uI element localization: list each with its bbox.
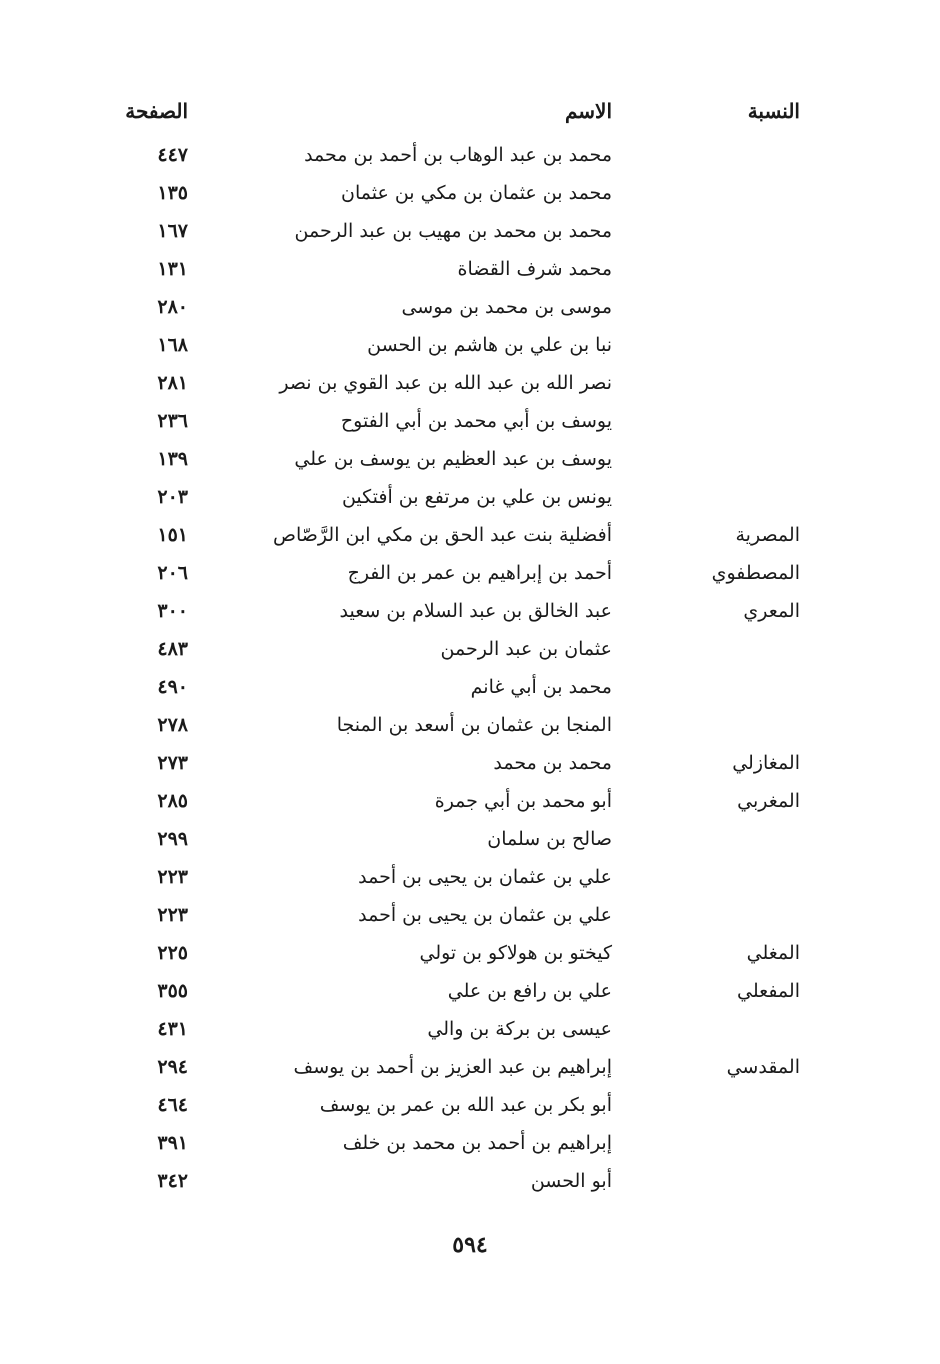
row-nisba bbox=[640, 896, 800, 934]
row-name: علي بن رافع بن علي bbox=[447, 980, 612, 1002]
row-name: محمد بن عثمان بن مكي بن عثمان bbox=[341, 182, 612, 204]
row-nisba bbox=[640, 402, 800, 440]
row-page: ٤٦٤ bbox=[157, 1094, 188, 1116]
table-row bbox=[0, 516, 940, 554]
row-page: ٣٠٠ bbox=[157, 600, 188, 622]
row-name: نبا بن علي بن هاشم بن الحسن bbox=[367, 334, 612, 356]
row-nisba: المغلي bbox=[746, 942, 800, 964]
row-nisba: المفعلي bbox=[737, 980, 800, 1002]
row-nisba bbox=[640, 668, 800, 706]
row-nisba: المقدسي bbox=[726, 1056, 800, 1078]
row-page: ٤٨٣ bbox=[157, 638, 188, 660]
row-page: ٢٨٥ bbox=[157, 790, 188, 812]
table-row bbox=[0, 934, 940, 972]
row-name: محمد شرف القضاة bbox=[457, 258, 612, 280]
row-nisba bbox=[640, 326, 800, 364]
row-name: يونس بن علي بن مرتفع بن أفتكين bbox=[341, 486, 612, 508]
row-nisba bbox=[640, 364, 800, 402]
row-page: ٢٢٣ bbox=[157, 904, 188, 926]
row-page: ٢٢٣ bbox=[157, 866, 188, 888]
row-page: ٢٨٠ bbox=[157, 296, 188, 318]
row-nisba bbox=[640, 630, 800, 668]
row-name: يوسف بن عبد العظيم بن يوسف بن علي bbox=[294, 448, 612, 470]
row-page: ٤٣١ bbox=[157, 1018, 188, 1040]
table-row bbox=[0, 402, 940, 440]
row-page: ٢٣٦ bbox=[157, 410, 188, 432]
row-page: ٣٩١ bbox=[157, 1132, 188, 1154]
row-nisba bbox=[640, 1010, 800, 1048]
row-name: علي بن عثمان بن يحيى بن أحمد bbox=[358, 866, 612, 888]
row-nisba bbox=[640, 136, 800, 174]
row-nisba bbox=[640, 440, 800, 478]
row-name: يوسف بن أبي محمد بن أبي الفتوح bbox=[340, 410, 612, 432]
table-row bbox=[0, 744, 940, 782]
row-name: محمد بن أبي غانم bbox=[470, 676, 612, 698]
table-header bbox=[0, 92, 940, 130]
table-row bbox=[0, 478, 940, 516]
row-nisba bbox=[640, 706, 800, 744]
row-name: نصر الله بن عبد الله بن عبد القوي بن نصر bbox=[279, 372, 612, 394]
row-name: عثمان بن عبد الرحمن bbox=[440, 638, 612, 660]
table-row bbox=[0, 706, 940, 744]
row-page: ٢٧٣ bbox=[157, 752, 188, 774]
row-page: ٣٥٥ bbox=[157, 980, 188, 1002]
row-page: ١٣١ bbox=[157, 258, 188, 280]
row-page: ٢٨١ bbox=[157, 372, 188, 394]
row-nisba bbox=[640, 1086, 800, 1124]
row-name: إبراهيم بن عبد العزيز بن أحمد بن يوسف bbox=[293, 1056, 612, 1078]
row-nisba bbox=[640, 1124, 800, 1162]
table-row bbox=[0, 288, 940, 326]
row-name: إبراهيم بن أحمد بن محمد بن خلف bbox=[342, 1132, 612, 1154]
row-name: محمد بن محمد بن مهيب بن عبد الرحمن bbox=[294, 220, 612, 242]
page-number: ٥٩٤ bbox=[452, 1232, 488, 1258]
row-page: ١٣٩ bbox=[157, 448, 188, 470]
row-name: أبو الحسن bbox=[530, 1170, 612, 1192]
row-page: ٢٩٩ bbox=[157, 828, 188, 850]
row-nisba bbox=[640, 1162, 800, 1200]
table-row bbox=[0, 1124, 940, 1162]
row-nisba: المغربي bbox=[737, 790, 800, 812]
row-page: ٢٧٨ bbox=[157, 714, 188, 736]
name-column-header: الاسم bbox=[564, 99, 612, 123]
row-name: أبو محمد بن أبي جمرة bbox=[434, 790, 612, 812]
table-row bbox=[0, 1162, 940, 1200]
row-name: محمد بن عبد الوهاب بن أحمد بن محمد bbox=[304, 144, 612, 166]
row-page: ٢٠٦ bbox=[157, 562, 188, 584]
row-page: ٤٤٧ bbox=[157, 144, 188, 166]
row-nisba bbox=[640, 250, 800, 288]
row-nisba bbox=[640, 174, 800, 212]
table-row bbox=[0, 554, 940, 592]
table-row bbox=[0, 972, 940, 1010]
page-column-header: الصفحة bbox=[125, 99, 188, 123]
table-row bbox=[0, 630, 940, 668]
row-name: صالح بن سلمان bbox=[487, 828, 612, 850]
row-nisba bbox=[640, 820, 800, 858]
nisba-column-header: النسبة bbox=[747, 99, 800, 123]
table-row bbox=[0, 1048, 940, 1086]
row-nisba: المغازلي bbox=[732, 752, 800, 774]
row-nisba: المصرية bbox=[735, 524, 800, 546]
row-nisba: المصطفوي bbox=[711, 562, 800, 584]
table-row bbox=[0, 782, 940, 820]
table-row bbox=[0, 896, 940, 934]
row-nisba bbox=[640, 288, 800, 326]
row-page: ٢٢٥ bbox=[157, 942, 188, 964]
row-name: أبو بكر بن عبد الله بن عمر بن يوسف bbox=[319, 1094, 612, 1116]
row-name: عبد الخالق بن عبد السلام بن سعيد bbox=[339, 600, 612, 622]
table-row bbox=[0, 364, 940, 402]
row-name: موسى بن محمد بن موسى bbox=[401, 296, 612, 318]
table-row bbox=[0, 174, 940, 212]
row-nisba: المعري bbox=[743, 600, 800, 622]
row-name: علي بن عثمان بن يحيى بن أحمد bbox=[358, 904, 612, 926]
row-nisba bbox=[640, 478, 800, 516]
table-row bbox=[0, 1010, 940, 1048]
row-nisba bbox=[640, 212, 800, 250]
table-row bbox=[0, 440, 940, 478]
row-page: ١٣٥ bbox=[157, 182, 188, 204]
table-row bbox=[0, 136, 940, 174]
row-name: أحمد بن إبراهيم بن عمر بن الفرج bbox=[347, 562, 612, 584]
table-row bbox=[0, 326, 940, 364]
table-row bbox=[0, 1086, 940, 1124]
table-row bbox=[0, 592, 940, 630]
table-row bbox=[0, 212, 940, 250]
row-page: ٤٩٠ bbox=[157, 676, 188, 698]
row-name: محمد بن محمد bbox=[493, 752, 612, 774]
row-page: ٢٩٤ bbox=[157, 1056, 188, 1078]
table-row bbox=[0, 668, 940, 706]
row-page: ٣٤٢ bbox=[157, 1170, 188, 1192]
row-page: ١٦٧ bbox=[157, 220, 188, 242]
table-row bbox=[0, 250, 940, 288]
row-name: المنجا بن عثمان بن أسعد بن المنجا bbox=[336, 714, 612, 736]
row-name: أفضلية بنت عبد الحق بن مكي ابن الرَّصّاص bbox=[273, 524, 612, 546]
row-page: ١٦٨ bbox=[157, 334, 188, 356]
table-row bbox=[0, 858, 940, 896]
row-name: كيختو بن هولاكو بن تولي bbox=[419, 942, 612, 964]
table-row bbox=[0, 820, 940, 858]
row-name: عيسى بن بركة بن والي bbox=[427, 1018, 612, 1040]
row-nisba bbox=[640, 858, 800, 896]
row-page: ١٥١ bbox=[157, 524, 188, 546]
row-page: ٢٠٣ bbox=[157, 486, 188, 508]
